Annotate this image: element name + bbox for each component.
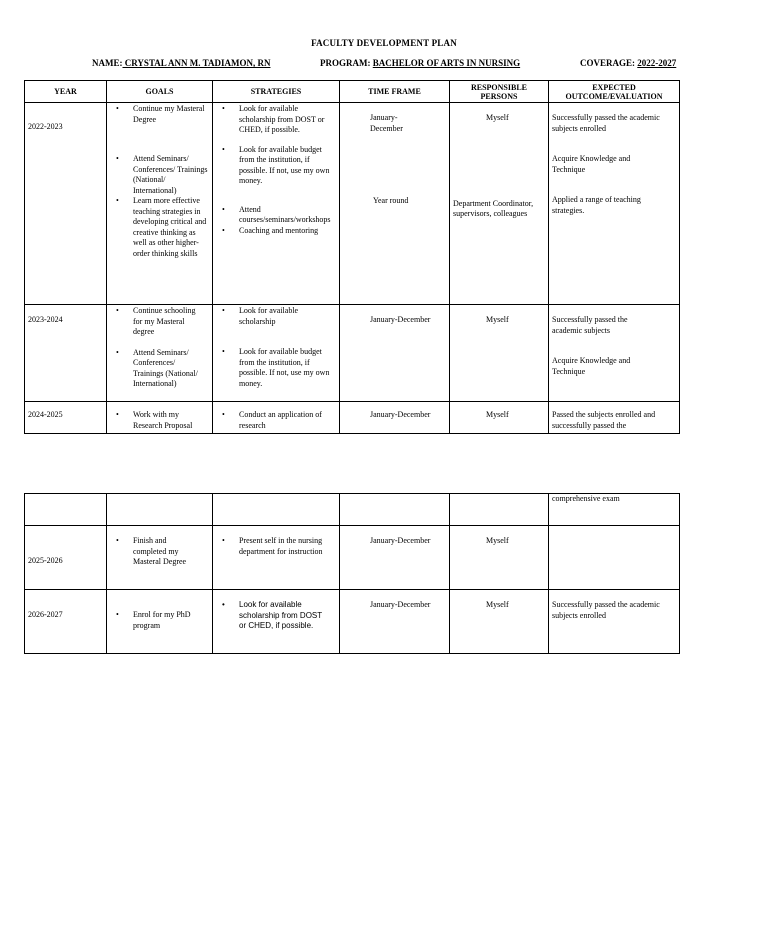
table-row [25, 402, 680, 434]
year-text: 2022-2023 [28, 122, 63, 131]
year-text: 2025-2026 [28, 556, 63, 565]
outcome-text: Acquire Knowledge and Technique [552, 356, 631, 376]
time-frame-text: January-December [370, 600, 431, 609]
coverage-value: 2022-2027 [637, 58, 677, 68]
outcome-text: comprehensive exam [552, 494, 620, 503]
outcome-text: Successfully passed the academic subjects enrolled [552, 113, 660, 133]
plan-table-page-1 [24, 80, 680, 434]
table-header-row [25, 81, 680, 103]
outcome-cell [549, 103, 680, 305]
strategy-item: • Present self in the nursing department for instruction [239, 536, 331, 557]
header-strategies: STRATEGIES [213, 81, 340, 103]
strategy-item: • Look for available scholarship from DOST or CHED, if possible. [239, 104, 335, 136]
outcome-text: Passed the subjects enrolled and successfully passed the [552, 410, 656, 430]
strategy-item: • Attend courses/seminars/workshops [239, 205, 335, 226]
time-frame-cell [340, 402, 450, 434]
program-label: PROGRAM: [320, 58, 371, 68]
strategies-cell [213, 590, 340, 654]
goal-item: • Attend Seminars/ Conferences/ Trainings (National/ International) [133, 348, 206, 390]
outcome-text: Successfully passed the academic subjects enrolled [552, 600, 660, 620]
goals-cell [107, 526, 213, 590]
name-line [92, 58, 270, 68]
outcome-cell [549, 305, 680, 402]
year-cell [25, 402, 107, 434]
time-frame-cell [340, 103, 450, 305]
year-text: 2023-2024 [28, 315, 63, 324]
strategies-cell [213, 526, 340, 590]
year-cell [25, 103, 107, 305]
goal-item: • Continue my Masteral Degree [133, 104, 208, 125]
outcome-text: Acquire Knowledge and Technique [552, 154, 631, 174]
responsible-cell [450, 590, 549, 654]
program-value: BACHELOR OF ARTS IN NURSING [372, 58, 521, 68]
strategy-item: • Conduct an application of research [239, 410, 329, 431]
plan-table-page-2 [24, 493, 680, 654]
strategies-cell [213, 494, 340, 526]
time-frame-text: January-December [370, 410, 431, 419]
goal-item: • Attend Seminars/ Conferences/ Trainings (National/ International) [133, 154, 208, 196]
strategy-item: • Coaching and mentoring [239, 226, 335, 237]
responsible-cell [450, 305, 549, 402]
outcome-cell [549, 526, 680, 590]
outcome-text: Successfully passed the academic subjects [552, 315, 628, 335]
header-responsible-persons: RESPONSIBLE PERSONS [450, 81, 549, 103]
responsible-text: Department Coordinator, supervisors, colleagues [453, 198, 534, 218]
outcome-text: Applied a range of teaching strategies. [552, 195, 641, 215]
goal-item: • Work with my Research Proposal [133, 410, 206, 431]
responsible-text: Myself [486, 600, 509, 609]
goals-cell [107, 590, 213, 654]
responsible-cell [450, 103, 549, 305]
table-row [25, 103, 680, 305]
responsible-text: Myself [486, 315, 509, 324]
year-text: 2026-2027 [28, 610, 63, 619]
document-title: FACULTY DEVELOPMENT PLAN [311, 38, 457, 48]
name-label: NAME: [92, 58, 123, 68]
responsible-text: Myself [486, 410, 509, 419]
header-year: YEAR [25, 81, 107, 103]
goals-cell [107, 494, 213, 526]
outcome-cell [549, 590, 680, 654]
time-frame-text: Year round [373, 196, 409, 205]
time-frame-cell [340, 526, 450, 590]
year-text: 2024-2025 [28, 410, 63, 419]
goal-item: • Continue schooling for my Masteral degree [133, 306, 206, 338]
time-frame-text: January-December [370, 113, 403, 133]
year-cell [25, 526, 107, 590]
table-row [25, 590, 680, 654]
time-frame-cell [340, 305, 450, 402]
time-frame-text: January-December [370, 315, 431, 324]
strategies-cell [213, 103, 340, 305]
time-frame-cell [340, 590, 450, 654]
coverage-line [580, 58, 676, 68]
strategy-item: • Look for available budget from the institution, if possible. If not, use my own money. [239, 347, 335, 389]
goals-cell [107, 103, 213, 305]
strategy-item: • Look for available scholarship from DOST or CHED, if possible. [239, 600, 325, 632]
table-row [25, 526, 680, 590]
table-row [25, 305, 680, 402]
outcome-cell [549, 402, 680, 434]
goals-cell [107, 402, 213, 434]
outcome-cell [549, 494, 680, 526]
year-cell [25, 590, 107, 654]
time-frame-cell [340, 494, 450, 526]
table-row [25, 494, 680, 526]
goal-item: • Learn more effective teaching strategies in developing critical and creative thinking as well as other higher-order thinking skills [133, 196, 208, 259]
header-expected-outcome: EXPECTED OUTCOME/EVALUATION [549, 81, 680, 103]
strategies-cell [213, 402, 340, 434]
header-goals: GOALS [107, 81, 213, 103]
header-time-frame: TIME FRAME [340, 81, 450, 103]
time-frame-text: January-December [370, 536, 431, 545]
strategies-cell [213, 305, 340, 402]
responsible-cell [450, 494, 549, 526]
responsible-text: Myself [486, 113, 509, 122]
strategy-item: • Look for available scholarship [239, 306, 335, 327]
name-value: CRYSTAL ANN M. TADIAMON, RN [122, 58, 271, 68]
year-cell [25, 494, 107, 526]
coverage-label: COVERAGE: [580, 58, 636, 68]
year-cell [25, 305, 107, 402]
responsible-cell [450, 526, 549, 590]
strategy-item: • Look for available budget from the institution, if possible. If not, use my own money. [239, 145, 335, 187]
program-line [320, 58, 520, 68]
goal-item: • Finish and completed my Masteral Degree [133, 536, 198, 568]
goals-cell [107, 305, 213, 402]
goal-item: • Enrol for my PhD program [133, 610, 204, 631]
responsible-text: Myself [486, 536, 509, 545]
responsible-cell [450, 402, 549, 434]
